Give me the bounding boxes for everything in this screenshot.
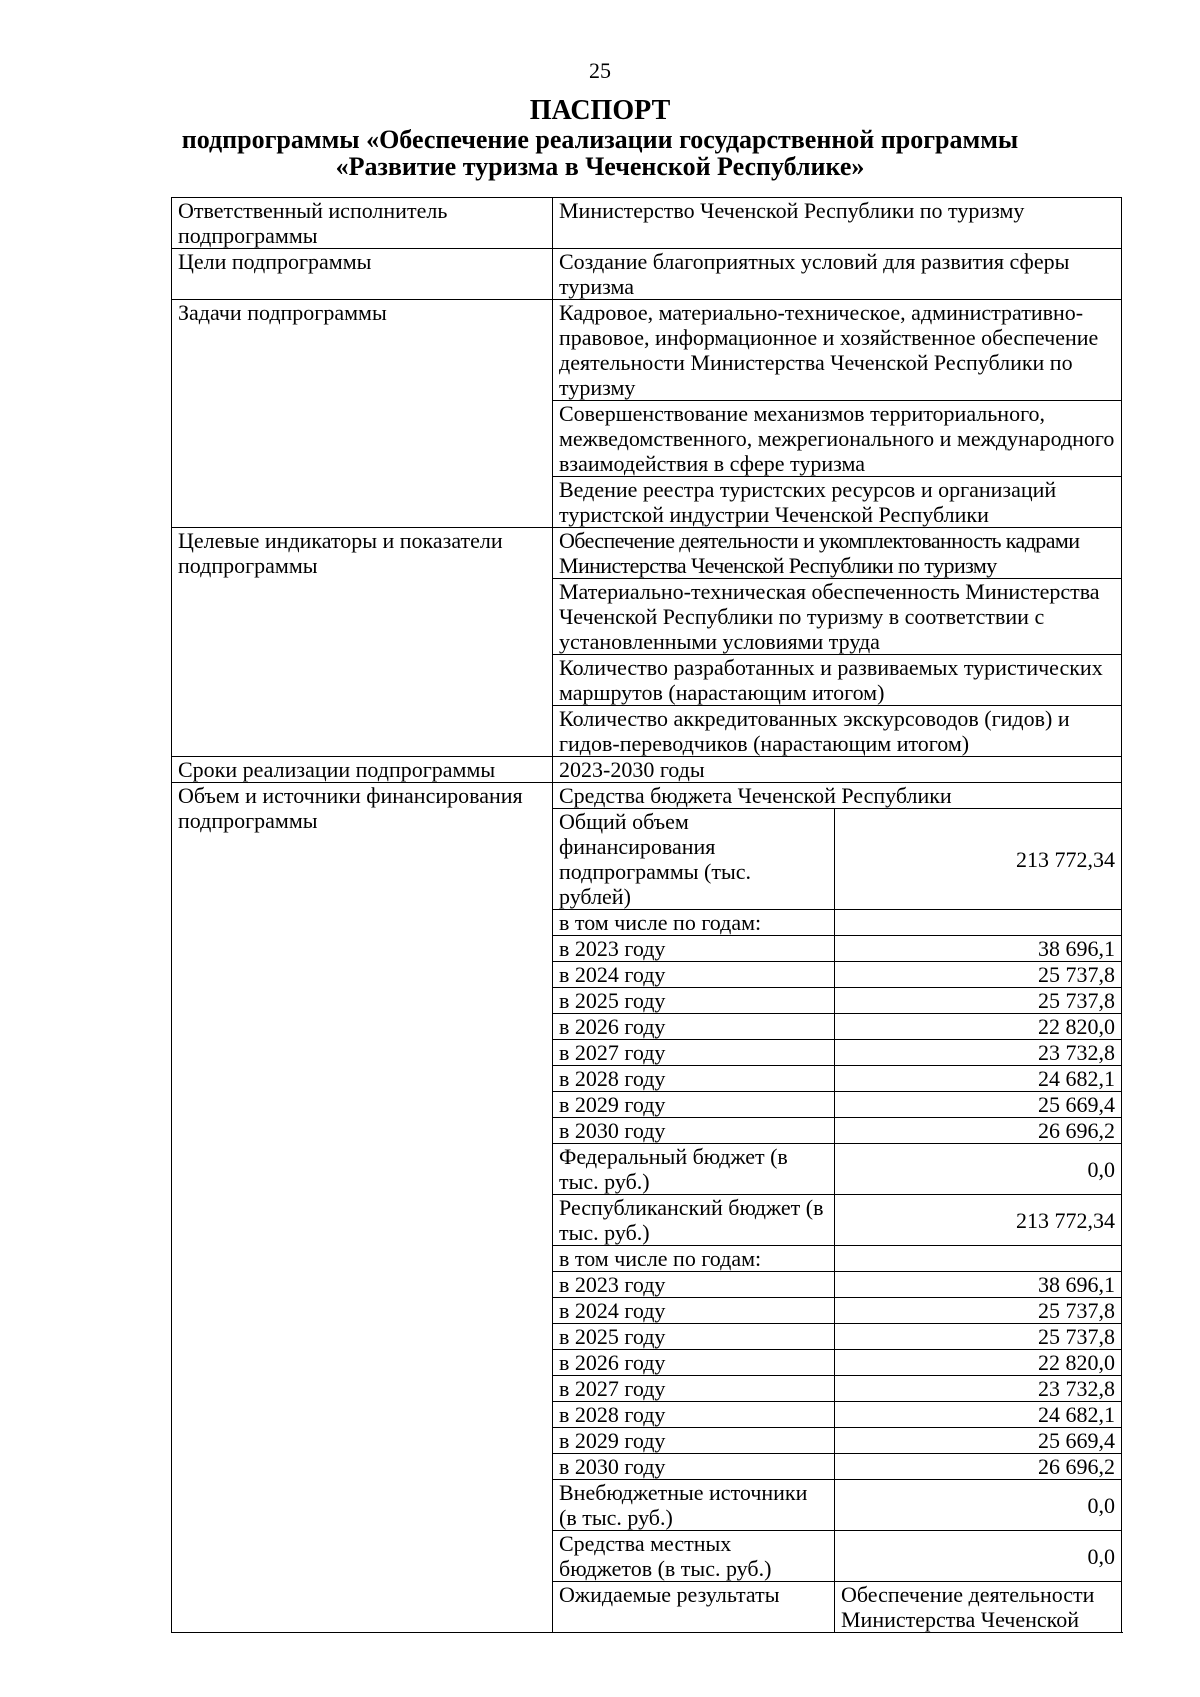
indicator-4: Количество аккредитованных экскурсоводов (гидов) и гидов-переводчиков (нарастающим итогом) [553,706,1122,757]
year-value: 24 682,1 [835,1402,1122,1428]
year-value: 26 696,2 [835,1454,1122,1480]
year-label: в 2027 году [553,1040,835,1066]
year-label: в 2026 году [553,1014,835,1040]
passport-table [171,197,1122,1633]
title-passport: ПАСПОРТ [529,95,671,126]
year-label: в 2027 году [553,1376,835,1402]
year-value: 23 732,8 [835,1040,1122,1066]
funding-source: Средства бюджета Чеченской Республики [553,783,1122,809]
year-label: в 2024 году [553,1298,835,1324]
by-years-empty [835,1246,1122,1272]
by-years-empty [835,910,1122,936]
indicator-1: Обеспечение деятельности и укомплектованность кадрами Министерства Чеченской Республики по туризму [553,528,1122,579]
year-label: в 2025 году [553,988,835,1014]
offbudget-value: 0,0 [835,1480,1122,1531]
row-goals [172,249,1122,300]
year-label: в 2028 году [553,1402,835,1428]
subtitle-line-1: подпрограммы «Обеспечение реализации государственной программы [181,125,1019,154]
tasks-label: Задачи подпрограммы [172,300,553,528]
local-label: Средства местных бюджетов (в тыс. руб.) [553,1531,835,1582]
page-number: 25 [589,58,611,83]
year-value: 23 732,8 [835,1376,1122,1402]
local-value: 0,0 [835,1531,1122,1582]
year-label: в 2023 году [553,936,835,962]
federal-label: Федеральный бюджет (в тыс. руб.) [553,1144,835,1195]
period-label: Сроки реализации подпрограммы [172,757,553,783]
row-executor [172,198,1122,249]
republic-value: 213 772,34 [835,1195,1122,1246]
year-value: 25 737,8 [835,1298,1122,1324]
executor-label: Ответственный исполнитель подпрограммы [172,198,553,249]
total-value: 213 772,34 [835,809,1122,910]
goals-value: Создание благоприятных условий для развития сферы туризма [553,249,1122,300]
by-years-label: в том числе по годам: [553,910,835,936]
year-label: в 2028 году [553,1066,835,1092]
subtitle-line-2: «Развитие туризма в Чеченской Республике» [335,152,865,181]
funding-label: Объем и источники финансирования подпрограммы [172,783,553,1633]
year-value: 22 820,0 [835,1014,1122,1040]
task-2: Совершенствование механизмов территориального, межведомственного, межрегионального и международного взаимодействия в сфере туризма [553,401,1122,477]
executor-value: Министерство Чеченской Республики по туризму [553,198,1122,249]
year-value: 25 669,4 [835,1428,1122,1454]
year-label: в 2029 году [553,1092,835,1118]
results-label: Ожидаемые результаты [553,1582,835,1633]
document-title [0,96,1200,180]
year-value: 25 737,8 [835,988,1122,1014]
indicator-3: Количество разработанных и развиваемых туристических маршрутов (нарастающим итогом) [553,655,1122,706]
row-period [172,757,1122,783]
year-label: в 2025 году [553,1324,835,1350]
year-label: в 2023 году [553,1272,835,1298]
indicators-label: Целевые индикаторы и показатели подпрограммы [172,528,553,757]
year-value: 26 696,2 [835,1118,1122,1144]
offbudget-label: Внебюджетные источники (в тыс. руб.) [553,1480,835,1531]
year-label: в 2030 году [553,1118,835,1144]
results-value: Обеспечение деятельности Министерства Чеченской [835,1582,1122,1633]
federal-value: 0,0 [835,1144,1122,1195]
year-label: в 2030 году [553,1454,835,1480]
republic-label: Республиканский бюджет (в тыс. руб.) [553,1195,835,1246]
year-value: 24 682,1 [835,1066,1122,1092]
year-value: 25 669,4 [835,1092,1122,1118]
period-value: 2023-2030 годы [553,757,1122,783]
row-task-1 [172,300,1122,401]
task-1: Кадровое, материально-техническое, административно-правовое, информационное и хозяйственное обеспечение деятельности Министерства Чеченской Республики по туризму [553,300,1122,401]
indicator-2: Материально-техническая обеспеченность Министерства Чеченской Республики по туризму в соответствии с установленными условиями труда [553,579,1122,655]
year-label: в 2024 году [553,962,835,988]
year-label: в 2029 году [553,1428,835,1454]
task-3: Ведение реестра туристских ресурсов и организаций туристской индустрии Чеченской Республики [553,477,1122,528]
year-label: в 2026 году [553,1350,835,1376]
year-value: 25 737,8 [835,962,1122,988]
goals-label: Цели подпрограммы [172,249,553,300]
row-indicator-1 [172,528,1122,579]
year-value: 38 696,1 [835,936,1122,962]
year-value: 22 820,0 [835,1350,1122,1376]
year-value: 38 696,1 [835,1272,1122,1298]
row-funding-source [172,783,1122,809]
by-years-label: в том числе по годам: [553,1246,835,1272]
year-value: 25 737,8 [835,1324,1122,1350]
total-label: Общий объем финансирования подпрограммы (тыс. рублей) [553,809,835,910]
